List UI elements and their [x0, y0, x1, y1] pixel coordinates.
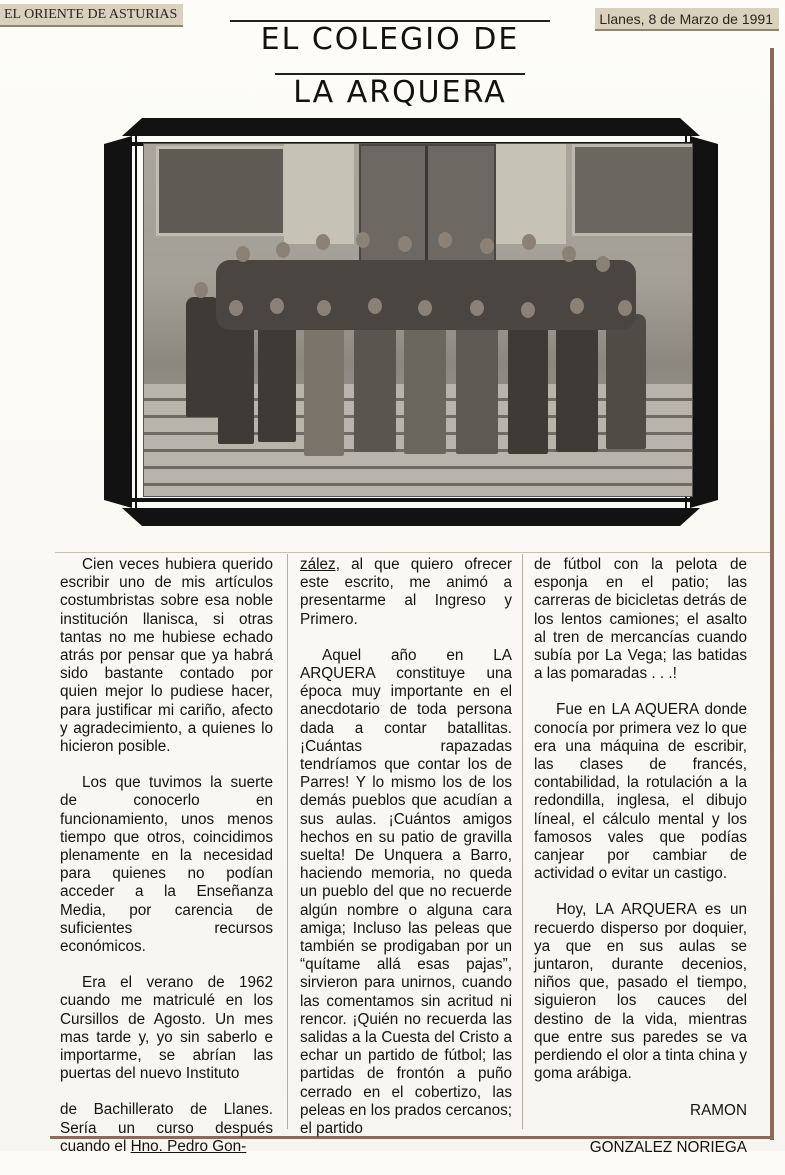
- paragraph: Fue en LA AQUERA donde conocía por primera vez lo que era una máquina de escribir, las clases de francés, contabilidad, la rotulación a la redondilla, inglesa, el dibujo líneal, el cálculo mental y los famosos vales que podías canjear por cambiar de actividad o evitar un castigo.: [534, 701, 747, 883]
- paragraph: de fútbol con la pelota de esponja en el patio; las carreras de bicicletas detrás de los lentos camiones; el asalto al tren de mercancías cuando subía por La Vega; las batidas a las pomaradas . . .!: [534, 556, 747, 683]
- photo-window-right: [572, 144, 693, 236]
- paragraph: Hoy, LA ARQUERA es un recuerdo disperso por doquier, ya que en sus aulas se juntaron, durante decenios, niños que, pasado el tiempo, siguieron los cauces del destino de la vida, mientras que entre sus paredes se va perdiendo el olor a tinta china y goma arábiga.: [534, 901, 747, 1083]
- underlined-name: Hno. Pedro Gon-: [130, 1137, 247, 1155]
- column-divider-1: [287, 554, 288, 1129]
- paragraph: Los que tuvimos la suerte de conocerlo en funcionamiento, unos menos tiempo que otros, coincidimos plenamente en la necesidad para quienes no podían acceder a la Enseñanza Media, por carencia de suficientes recursos económicos.: [60, 774, 273, 956]
- paragraph: Era el verano de 1962 cuando me matriculé en los Cursillos de Agosto. Un mes mas tarde y, yo sin saberlo e importarme, se abrían las puertas del nuevo Instituto: [60, 974, 273, 1083]
- paragraph: de Bachillerato de Llanes. Sería un curso después cuando el Hno. Pedro Gon-: [60, 1101, 273, 1155]
- dateline: Llanes, 8 de Marzo de 1991: [595, 8, 779, 31]
- column-divider-2: [522, 554, 523, 1129]
- headline-line-2: LA ARQUERA: [275, 73, 525, 110]
- paragraph: zález, al que quiero ofrecer este escrito, me animó a presentarme al Ingreso y Primero.: [300, 556, 513, 628]
- paragraph: Aquel año en LA ARQUERA constituye una época muy importante en el anecdotario de toda persona dada a contar batallitas. ¡Cuántas rapazadas tendríamos que contar los de Parres! Y lo mismo los de los demás pueblos que acudían a sus aulas. ¡Cuántos amigos hechos en su patio de gravilla suelta! De Unquera a Barro, haciendo memoria, no queda un pueblo del que no recuerde algún nombre o alguna cara amiga; Incluso las peleas que también se prodigaban por un “quítame allá esas pajas”, sirvieron para unirnos, cuando las comentamos sin acritud ni rencor. ¡Quién no recuerda las salidas a la Cuesta del Cristo a echar un partido de fútbol; las partidas de frontón a puño cerrado en el cobertizo, las peleas en los prados cercanos; el partido: [300, 646, 512, 1138]
- paragraph: Cien veces hubiera querido escribir uno de mis artículos costumbristas sobre esa noble institución llanisca, si otras tantas no me hubiese echado atrás por pensar que ya habrá sido bastante contado por quien mejor lo pudiese hacer, para justificar mi cariño, afecto y agradecimiento, a quienes lo hicieron posible.: [60, 556, 273, 756]
- right-border-rule: [770, 48, 774, 1140]
- article-column-1: [60, 556, 273, 1174]
- article-column-2: [300, 556, 512, 1156]
- photo-students-group: [176, 232, 656, 462]
- signature-line-1: RAMON: [690, 1102, 747, 1120]
- article-column-3: [534, 556, 747, 1175]
- underlined-name: zález,: [300, 556, 340, 573]
- photo-window-left: [156, 146, 286, 236]
- article-top-rule: [55, 552, 770, 553]
- signature-line-2: GONZALEZ NORIEGA: [589, 1139, 747, 1157]
- class-group-photo: [143, 143, 693, 497]
- headline-line-1: EL COLEGIO DE: [230, 20, 550, 57]
- publication-name: EL ORIENTE DE ASTURIAS: [0, 4, 183, 27]
